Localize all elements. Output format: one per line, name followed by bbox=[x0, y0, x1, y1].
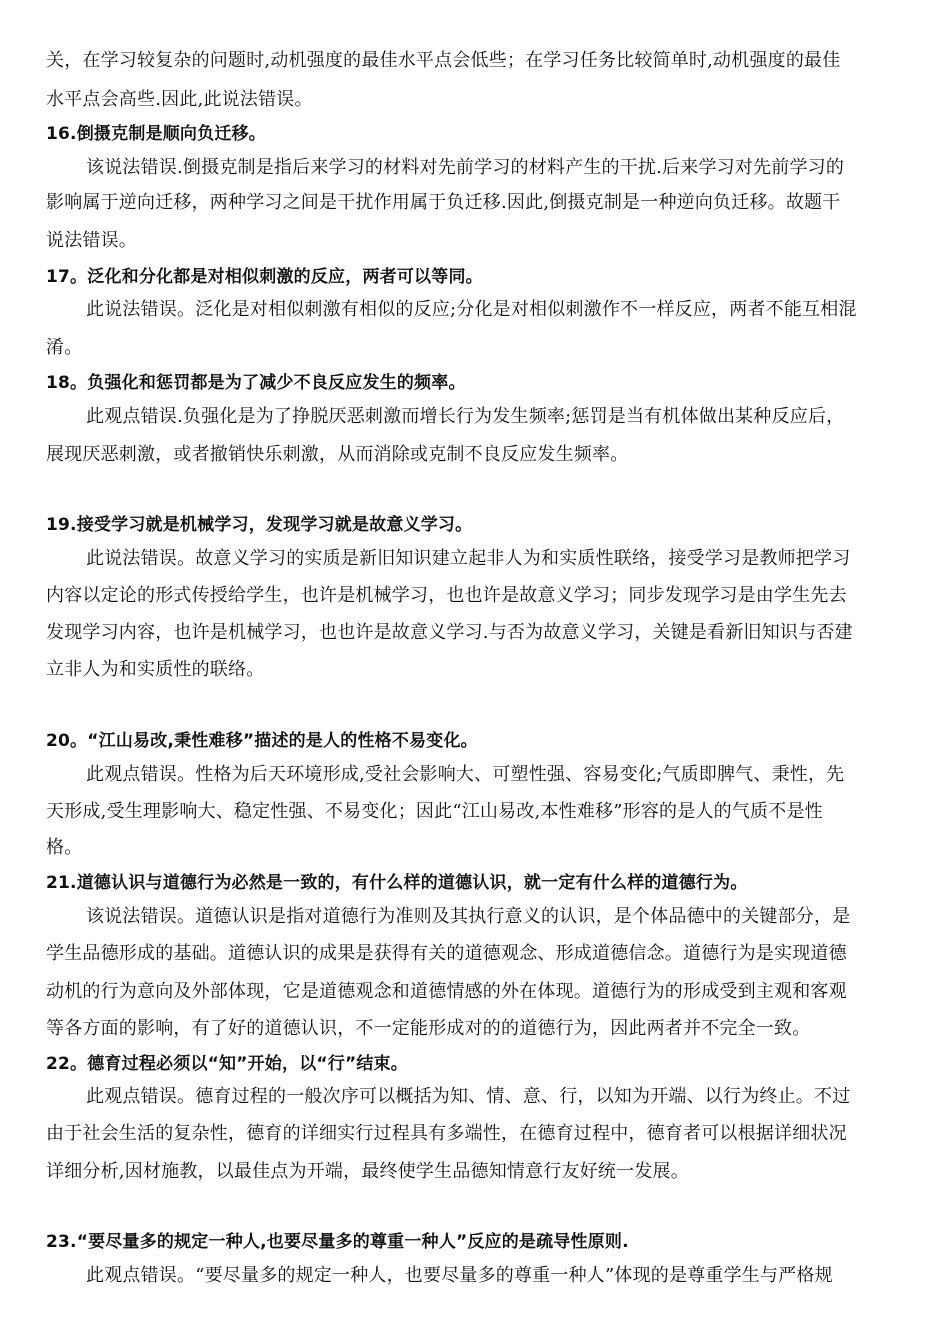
text-line: 该说法错误。道德认识是指对道德行为准则及其执行意义的认识，是个体品德中的关键部分，是 bbox=[86, 906, 851, 927]
text-line: 此观点错误。德育过程的一般次序可以概括为知、情、意、行，以知为开端、以行为终止。不过 bbox=[86, 1086, 851, 1107]
text-line: 该说法错误.倒摄克制是指后来学习的材料对先前学习的材料产生的干扰.后来学习对先前学习的 bbox=[86, 157, 845, 178]
text-line: 水平点会高些.因此,此说法错误。 bbox=[46, 89, 313, 110]
text-line: 详细分析,因材施教，以最佳点为开端，最终使学生品德知情意行友好统一发展。 bbox=[46, 1161, 689, 1182]
text-line: 淆。 bbox=[46, 337, 83, 358]
text-line: 天形成,受生理影响大、稳定性强、不易变化；因此“江山易改,本性难移”形容的是人的气质不是性 bbox=[46, 801, 823, 822]
text-line: 此观点错误.负强化是为了挣脱厌恶刺激而增长行为发生频率;惩罚是当有机体做出某种反应后， bbox=[86, 406, 845, 427]
text-line: 立非人为和实质性的联络。 bbox=[46, 659, 265, 680]
text-line: 此说法错误。故意义学习的实质是新旧知识建立起非人为和实质性联络，接受学习是教师把学习 bbox=[86, 548, 851, 569]
question-heading: 17。泛化和分化都是对相似刺激的反应，两者可以等同。 bbox=[46, 267, 483, 287]
text-line: 说法错误。 bbox=[46, 230, 137, 251]
text-line: 等各方面的影响，有了好的道德认识，不一定能形成对的的道德行为，因此两者并不完全一致。 bbox=[46, 1018, 811, 1039]
text-line: 此观点错误。“要尽量多的规定一种人，也要尽量多的尊重一种人”体现的是尊重学生与严格规 bbox=[86, 1265, 833, 1286]
text-line: 内容以定论的形式传授给学生，也许是机械学习，也也许是故意义学习；同步发现学习是由学生先去 bbox=[46, 585, 847, 606]
text-line: 关，在学习较复杂的问题时,动机强度的最佳水平点会低些；在学习任务比较简单时,动机强度的最佳 bbox=[46, 50, 841, 71]
text-line: 格。 bbox=[46, 837, 83, 858]
text-line: 发现学习内容，也许是机械学习，也也许是故意义学习.与否为故意义学习，关键是看新旧知识与否建 bbox=[46, 622, 853, 643]
text-line: 由于社会生活的复杂性，德育的详细实行过程具有多端性，在德育过程中，德育者可以根据详细状况 bbox=[46, 1123, 847, 1144]
question-heading: 23.“要尽量多的规定一种人,也要尽量多的尊重一种人”反应的是疏导性原则. bbox=[46, 1232, 629, 1252]
question-heading: 22。德育过程必须以“知”开始，以“行”结束。 bbox=[46, 1054, 408, 1074]
text-line: 学生品德形成的基础。道德认识的成果是获得有关的道德观念、形成道德信念。道德行为是实现道德 bbox=[46, 943, 847, 964]
text-line: 动机的行为意向及外部体现，它是道德观念和道德情感的外在体现。道德行为的形成受到主观和客观 bbox=[46, 981, 847, 1002]
question-heading: 20。“江山易改,秉性难移”描述的是人的性格不易变化。 bbox=[46, 731, 478, 751]
question-heading: 19.接受学习就是机械学习，发现学习就是故意义学习。 bbox=[46, 515, 473, 535]
question-heading: 16.倒摄克制是顺向负迁移。 bbox=[46, 124, 266, 144]
text-line: 此说法错误。泛化是对相似刺激有相似的反应;分化是对相似刺激作不一样反应，两者不能互相混 bbox=[86, 299, 857, 320]
question-heading: 21.道德认识与道德行为必然是一致的，有什么样的道德认识，就一定有什么样的道德行为。 bbox=[46, 873, 748, 893]
question-heading: 18。负强化和惩罚都是为了减少不良反应发生的频率。 bbox=[46, 373, 466, 393]
text-line: 此观点错误。性格为后天环境形成,受社会影响大、可塑性强、容易变化;气质即脾气、秉性，先 bbox=[86, 764, 845, 785]
text-line: 影响属于逆向迁移，两种学习之间是干扰作用属于负迁移.因此,倒摄克制是一种逆向负迁移。故题干 bbox=[46, 192, 841, 213]
text-line: 展现厌恶刺激，或者撤销快乐刺激，从而消除或克制不良反应发生频率。 bbox=[46, 444, 629, 465]
